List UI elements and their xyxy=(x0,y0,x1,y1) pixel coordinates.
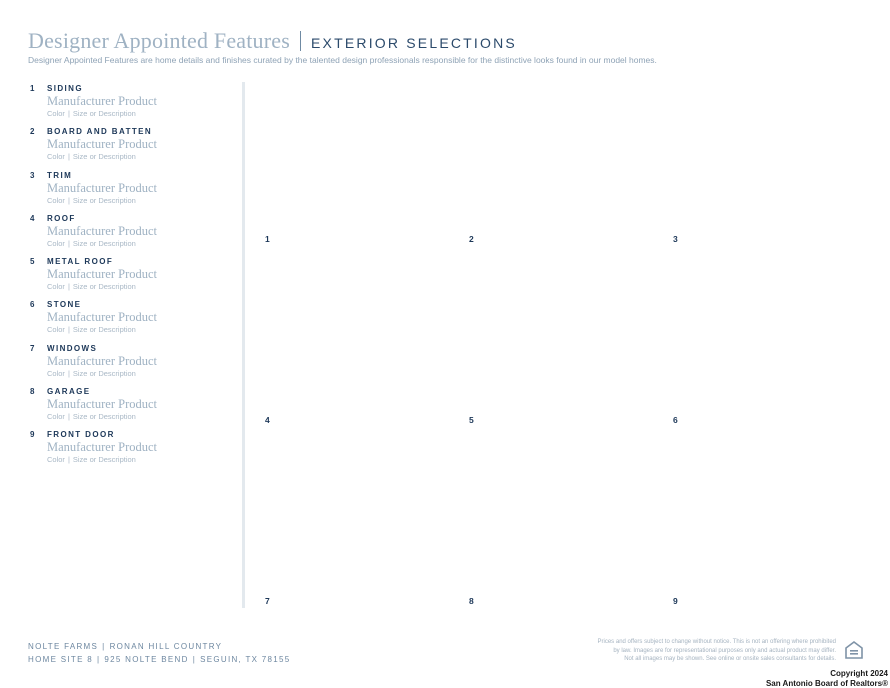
home-site: HOME SITE 8 xyxy=(28,654,93,664)
city-state-zip: SEGUIN, TX 78155 xyxy=(200,654,291,664)
item-number: 7 xyxy=(30,343,36,353)
disclaimer-line: Not all images may be shown. See online or onsite sales consultants for details. xyxy=(624,656,836,662)
item-size: Size or Description xyxy=(72,195,136,205)
item-description: Color | Size or Description xyxy=(47,152,136,162)
item-name: BOARD AND BATTEN xyxy=(47,127,153,137)
list-item xyxy=(30,344,230,387)
item-size: Size or Description xyxy=(72,368,136,378)
disclaimer-line: Prices and offers subject to change without notice. This is not an offering where prohibited xyxy=(597,639,836,645)
item-product: Manufacturer Product xyxy=(47,397,158,412)
image-slot-label: 1 xyxy=(265,234,270,244)
item-color: Color xyxy=(47,282,65,292)
list-item xyxy=(30,300,230,343)
item-description: Color | Size or Description xyxy=(47,109,136,118)
item-size: Size or Description xyxy=(72,282,136,292)
item-description: Color | Size or Description xyxy=(47,455,136,465)
list-item xyxy=(30,84,230,127)
item-number: 4 xyxy=(30,213,36,223)
image-slot-label: 4 xyxy=(265,415,270,425)
item-name: GARAGE xyxy=(47,387,91,397)
item-number: 5 xyxy=(30,257,36,267)
disclaimer-line: by law. Images are for representational purposes only and actual product may differ. xyxy=(613,647,836,654)
footer-line-address: HOME SITE 8 | 925 NOLTE BEND | SEGUIN, TX 78155 xyxy=(28,654,291,664)
series-name: RONAN HILL COUNTRY xyxy=(109,642,223,651)
legal-disclaimer xyxy=(536,638,836,664)
item-number: 3 xyxy=(30,170,36,180)
item-product: Manufacturer Product xyxy=(47,94,158,108)
item-number: 9 xyxy=(30,430,36,440)
footer-address xyxy=(28,641,291,666)
item-product: Manufacturer Product xyxy=(47,310,158,325)
item-name: METAL ROOF xyxy=(47,257,114,267)
item-color: Color xyxy=(47,455,65,465)
list-item xyxy=(30,214,230,257)
item-description: Color | Size or Description xyxy=(47,238,136,248)
item-description: Color | Size or Description xyxy=(47,195,136,205)
item-color: Color xyxy=(47,368,65,378)
page-subtitle: Designer Appointed Features are home details and finishes curated by the talented design professionals responsible for the distinctive looks found in our model homes. xyxy=(28,55,657,65)
page-title: Designer Appointed Features xyxy=(28,28,291,53)
item-name: FRONT DOOR xyxy=(47,430,115,440)
selection-list xyxy=(30,84,230,474)
item-number: 1 xyxy=(30,84,36,93)
image-slot-label: 6 xyxy=(673,415,678,425)
item-description: Color | Size or Description xyxy=(47,325,136,335)
image-slot-label: 2 xyxy=(469,234,474,244)
image-slot-label: 8 xyxy=(469,596,474,606)
list-item xyxy=(30,430,230,473)
image-slot-label: 3 xyxy=(673,234,678,244)
item-color: Color xyxy=(47,238,65,248)
image-slot-label: 5 xyxy=(469,415,474,425)
image-slot-label: 7 xyxy=(265,596,270,606)
item-color: Color xyxy=(47,109,65,118)
street-address: 925 NOLTE BEND xyxy=(104,654,189,664)
item-description: Color | Size or Description xyxy=(47,412,136,422)
list-item xyxy=(30,171,230,214)
title-divider xyxy=(300,31,301,51)
item-size: Size or Description xyxy=(72,238,136,248)
item-product: Manufacturer Product xyxy=(47,440,158,455)
item-size: Size or Description xyxy=(72,455,136,465)
item-size: Size or Description xyxy=(72,325,136,335)
copyright-watermark xyxy=(766,669,888,688)
list-item xyxy=(30,127,230,170)
item-name: ROOF xyxy=(47,213,76,223)
item-size: Size or Description xyxy=(72,152,136,162)
vertical-divider xyxy=(242,82,245,608)
item-product: Manufacturer Product xyxy=(47,137,158,152)
item-product: Manufacturer Product xyxy=(47,223,158,238)
equal-housing-opportunity-icon xyxy=(844,640,864,660)
item-size: Size or Description xyxy=(72,109,136,118)
item-color: Color xyxy=(47,412,65,422)
page-header xyxy=(28,28,517,54)
community-name: NOLTE FARMS xyxy=(28,642,99,651)
item-description: Color | Size or Description xyxy=(47,368,136,378)
item-name: TRIM xyxy=(47,170,73,180)
item-color: Color xyxy=(47,152,65,162)
item-number: 2 xyxy=(30,127,36,137)
list-item xyxy=(30,257,230,300)
item-size: Size or Description xyxy=(72,412,136,422)
item-product: Manufacturer Product xyxy=(47,180,158,195)
item-name: SIDING xyxy=(47,84,83,93)
item-color: Color xyxy=(47,195,65,205)
image-slot-label: 9 xyxy=(673,596,678,606)
copyright-line: San Antonio Board of Realtors® xyxy=(765,679,888,688)
list-item xyxy=(30,387,230,430)
copyright-line: Copyright 2024 xyxy=(830,669,888,678)
item-product: Manufacturer Product xyxy=(47,267,158,282)
item-number: 8 xyxy=(30,387,36,397)
section-title: EXTERIOR SELECTIONS xyxy=(311,35,517,51)
item-number: 6 xyxy=(30,300,36,310)
item-name: STONE xyxy=(47,300,82,310)
item-product: Manufacturer Product xyxy=(47,353,158,368)
item-name: WINDOWS xyxy=(47,343,98,353)
item-color: Color xyxy=(47,325,65,335)
item-description: Color | Size or Description xyxy=(47,282,136,292)
footer-line-community: NOLTE FARMS | RONAN HILL COUNTRY xyxy=(28,642,223,651)
